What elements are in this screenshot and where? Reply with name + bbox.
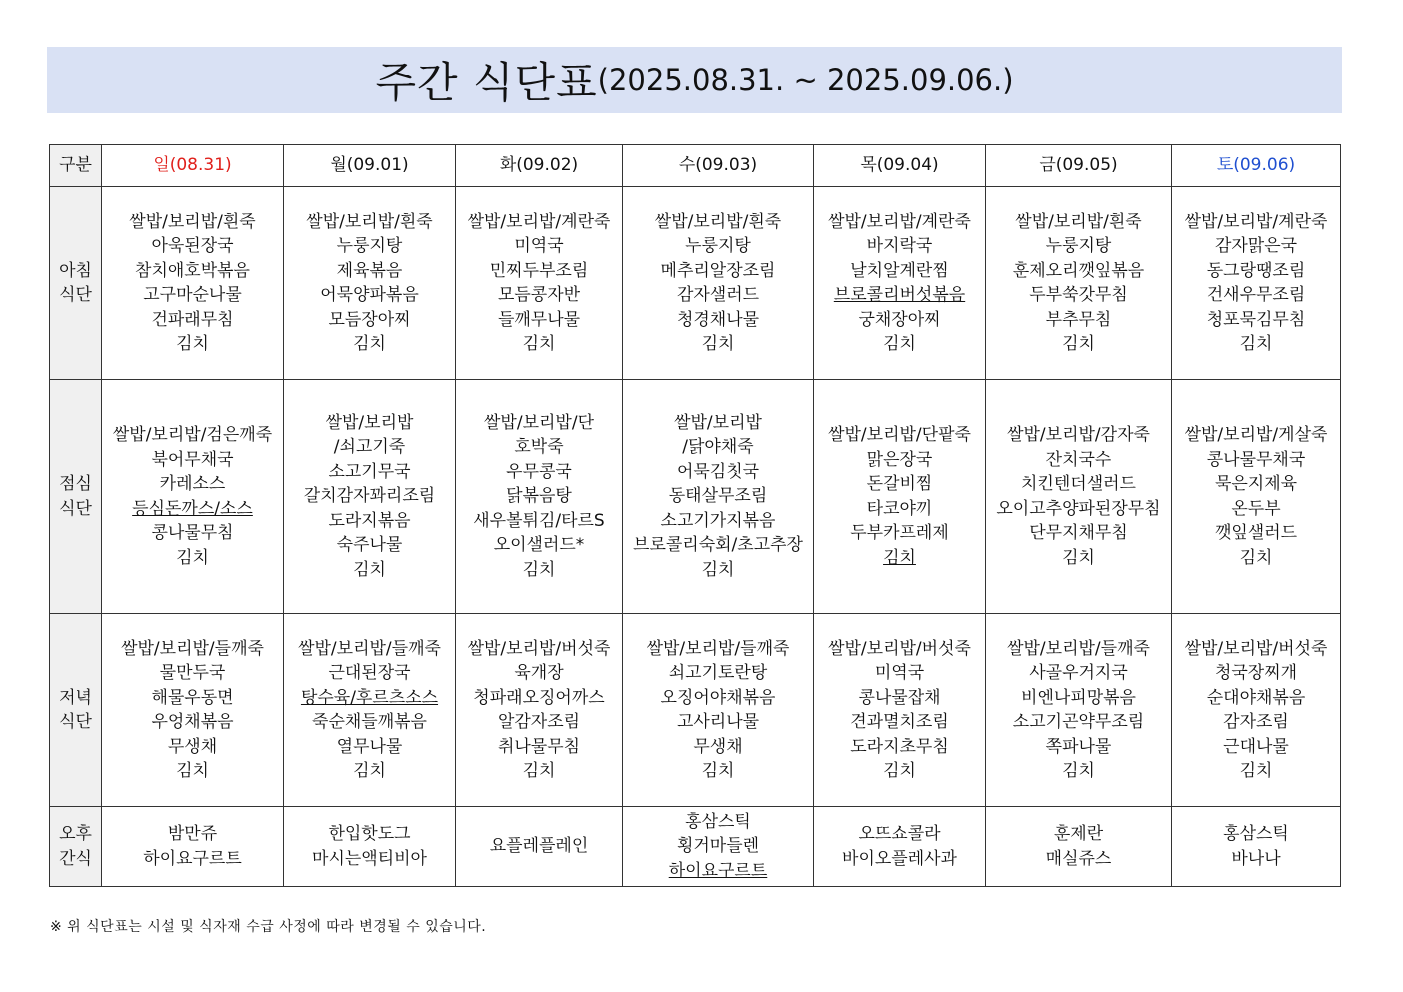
dish-item: 청경채나물 bbox=[676, 309, 760, 330]
dish-item: 횡거마들렌 bbox=[676, 836, 760, 857]
meal-label bbox=[50, 187, 102, 380]
menu-cell bbox=[102, 807, 284, 887]
meal-label-line: 저녁 bbox=[59, 687, 92, 708]
dish-item: 죽순채들깨볶음 bbox=[312, 712, 427, 732]
dish-item: 호박죽 bbox=[514, 437, 564, 458]
dish-item: 바이오플레사과 bbox=[842, 848, 957, 869]
dish-item: 감자맑은국 bbox=[1214, 236, 1298, 256]
menu-cell bbox=[814, 187, 986, 380]
dish-item: 쌀밥/보리밥/흰죽 bbox=[129, 211, 256, 232]
dish-item: 닭볶음탕 bbox=[506, 486, 572, 507]
dish-item: 날치알계란찜 bbox=[850, 260, 949, 281]
dish-item: /쇠고기죽 bbox=[333, 437, 406, 458]
dish-item: 청파래오징어까스 bbox=[473, 687, 605, 708]
menu-cell bbox=[1172, 807, 1341, 887]
dish-item: 김치 bbox=[176, 547, 209, 568]
dish-item: 동그랑땡조림 bbox=[1206, 260, 1306, 281]
meal-label-line: 간식 bbox=[59, 848, 92, 869]
dish-item: 우엉채볶음 bbox=[151, 712, 234, 732]
dish-item: 청포묵김무침 bbox=[1206, 309, 1306, 330]
dish-item: 감자조림 bbox=[1223, 712, 1289, 732]
dish-item: 북어무채국 bbox=[151, 449, 234, 470]
dish-item: 김치 bbox=[701, 761, 735, 781]
dish-item: 홍삼스틱 bbox=[1223, 824, 1289, 844]
dish-item: 열무나물 bbox=[336, 736, 403, 757]
meal-label-line: 식단 bbox=[59, 285, 92, 305]
menu-cell bbox=[102, 380, 284, 614]
dish-item: 참치애호박볶음 bbox=[135, 260, 250, 281]
dish-item: 김치 bbox=[1239, 334, 1273, 354]
dish-item: 쪽파나물 bbox=[1045, 736, 1112, 757]
menu-cell bbox=[284, 614, 456, 807]
dish-item: 도라지초무침 bbox=[850, 736, 949, 757]
menu-cell bbox=[284, 187, 456, 380]
dish-item: /닭야채죽 bbox=[682, 437, 754, 458]
dish-item: 미역국 bbox=[514, 236, 564, 256]
dish-item: 제육볶음 bbox=[336, 260, 403, 281]
header-day-mon: 월(09.01) bbox=[284, 145, 456, 187]
dish-item: 우무콩국 bbox=[506, 461, 572, 482]
dish-item: 소고기가지볶음 bbox=[660, 510, 776, 531]
menu-cell bbox=[986, 614, 1172, 807]
dish-item: 등심돈까스/소스 bbox=[132, 498, 253, 519]
header-day-fri: 금(09.05) bbox=[986, 145, 1172, 187]
dish-item: 무생채 bbox=[167, 736, 218, 757]
menu-cell bbox=[986, 380, 1172, 614]
date-range: (2025.08.31. ~ 2025.09.06.) bbox=[597, 63, 1014, 97]
dish-item: 소고기곤약무조림 bbox=[1012, 712, 1145, 732]
dish-item: 건새우무조림 bbox=[1206, 285, 1306, 305]
dish-item: 쌀밥/보리밥/검은깨죽 bbox=[112, 425, 273, 445]
dish-item: 궁채장아찌 bbox=[858, 309, 941, 330]
dish-item: 쌀밥/보리밥/들깨죽 bbox=[298, 638, 441, 659]
meal-label bbox=[50, 807, 102, 887]
dish-item: 김치 bbox=[353, 559, 386, 580]
title-banner bbox=[47, 47, 1342, 113]
header-day-wed: 수(09.03) bbox=[623, 145, 814, 187]
dish-item: 쌀밥/보리밥/계란죽 bbox=[828, 211, 971, 232]
meal-label-line: 오후 bbox=[59, 824, 92, 844]
dish-item: 쌀밥/보리밥/계란죽 bbox=[1184, 211, 1328, 232]
dish-item: 쌀밥/보리밥/들깨죽 bbox=[646, 638, 790, 659]
dish-item: 두부쑥갓무침 bbox=[1029, 285, 1128, 305]
dish-item: 카레소스 bbox=[159, 474, 226, 494]
row-lunch bbox=[50, 380, 1341, 614]
footnote: ※ 위 식단표는 시설 및 식자재 수급 사정에 따라 변경될 수 있습니다. bbox=[50, 919, 487, 935]
dish-item: 아욱된장국 bbox=[151, 236, 234, 256]
menu-cell bbox=[986, 807, 1172, 887]
meal-label-line: 식단 bbox=[59, 712, 92, 732]
dish-item: 돈갈비찜 bbox=[866, 474, 933, 494]
menu-cell bbox=[1172, 187, 1341, 380]
dish-item: 김치 bbox=[1062, 547, 1095, 568]
dish-item: 알감자조림 bbox=[497, 712, 581, 732]
menu-cell bbox=[456, 807, 623, 887]
meal-label-line: 점심 bbox=[59, 474, 92, 494]
dish-item: 깻잎샐러드 bbox=[1214, 523, 1298, 543]
dish-item: 쌀밥/보리밥/감자죽 bbox=[1007, 425, 1150, 445]
dish-item: 온두부 bbox=[1231, 498, 1281, 519]
dish-item: 쌀밥/보리밥/버섯죽 bbox=[828, 638, 971, 659]
dish-item: 김치 bbox=[1239, 547, 1273, 568]
dish-item: 탕수육/후르츠소스 bbox=[300, 687, 439, 708]
dish-item: 쌀밥/보리밥/게살죽 bbox=[1184, 425, 1328, 445]
dish-item: 맑은장국 bbox=[866, 449, 933, 470]
row-breakfast bbox=[50, 187, 1341, 380]
menu-cell bbox=[814, 807, 986, 887]
dish-item: 김치 bbox=[701, 334, 735, 354]
meal-label-line: 식단 bbox=[59, 498, 92, 519]
menu-cell bbox=[102, 614, 284, 807]
meal-label bbox=[50, 614, 102, 807]
menu-cell bbox=[1172, 380, 1341, 614]
menu-cell bbox=[456, 614, 623, 807]
menu-cell bbox=[623, 614, 814, 807]
dish-item: 잔치국수 bbox=[1045, 449, 1112, 470]
header-row bbox=[50, 145, 1341, 187]
meal-label-line: 아침 bbox=[59, 260, 92, 281]
dish-item: 새우볼튀김/타르S bbox=[473, 510, 605, 531]
dish-item: 감자샐러드 bbox=[676, 285, 760, 305]
dish-item: 물만두국 bbox=[159, 663, 226, 683]
dish-item: 바나나 bbox=[1231, 848, 1281, 869]
dish-item: 김치 bbox=[353, 334, 386, 354]
weekly-menu-table bbox=[49, 144, 1341, 887]
dish-item: 훈제란 bbox=[1053, 824, 1104, 844]
dish-item: 김치 bbox=[701, 559, 735, 580]
dish-item: 치킨텐더샐러드 bbox=[1021, 474, 1136, 494]
dish-item: 오징어야채볶음 bbox=[660, 687, 776, 708]
dish-item: 누룽지탕 bbox=[336, 236, 403, 256]
dish-item: 들깨무나물 bbox=[497, 309, 581, 330]
menu-cell bbox=[623, 187, 814, 380]
dish-item: 김치 bbox=[176, 334, 209, 354]
menu-cell bbox=[814, 614, 986, 807]
dish-item: 모듬콩자반 bbox=[497, 285, 581, 305]
menu-cell bbox=[986, 187, 1172, 380]
header-day-tue: 화(09.02) bbox=[456, 145, 623, 187]
dish-item: 무생채 bbox=[693, 736, 743, 757]
dish-item: 브로콜리버섯볶음 bbox=[833, 285, 966, 305]
dish-item: 김치 bbox=[522, 334, 556, 354]
dish-item: 근대나물 bbox=[1223, 736, 1289, 757]
dish-item: 김치 bbox=[353, 761, 386, 781]
dish-item: 바지락국 bbox=[866, 236, 933, 256]
dish-item: 동태살무조림 bbox=[668, 486, 768, 507]
menu-cell bbox=[284, 380, 456, 614]
menu-cell bbox=[102, 187, 284, 380]
dish-item: 콩나물무침 bbox=[151, 523, 234, 543]
header-day-sat: 토(09.06) bbox=[1172, 145, 1341, 187]
dish-item: 갈치감자꽈리조림 bbox=[303, 486, 436, 507]
dish-item: 쌀밥/보리밥/단 bbox=[484, 412, 594, 433]
dish-item: 요플레플레인 bbox=[489, 836, 589, 857]
dish-item: 쇠고기토란탕 bbox=[668, 663, 768, 683]
menu-cell bbox=[623, 380, 814, 614]
page-title: 주간 식단표 bbox=[375, 58, 598, 107]
dish-item: 매실쥬스 bbox=[1045, 848, 1112, 869]
dish-item: 견과멸치조림 bbox=[850, 712, 949, 732]
dish-item: 김치 bbox=[176, 761, 209, 781]
dish-item: 고사리나물 bbox=[676, 712, 760, 732]
dish-item: 하이요구르트 bbox=[143, 848, 242, 869]
dish-item: 쌀밥/보리밥 bbox=[325, 412, 414, 433]
dish-item: 쌀밥/보리밥 bbox=[674, 412, 762, 433]
dish-item: 누룽지탕 bbox=[685, 236, 751, 256]
dish-item: 모듬장아찌 bbox=[328, 309, 411, 330]
dish-item: 부추무침 bbox=[1045, 309, 1112, 330]
dish-item: 홍삼스틱 bbox=[685, 811, 751, 832]
dish-item: 어묵양파볶음 bbox=[320, 285, 419, 305]
dish-item: 묵은지제육 bbox=[1214, 474, 1298, 494]
menu-cell bbox=[623, 807, 814, 887]
dish-item: 쌀밥/보리밥/단팥죽 bbox=[828, 425, 971, 445]
dish-item: 미역국 bbox=[874, 663, 925, 683]
dish-item: 김치 bbox=[883, 334, 916, 354]
dish-item: 훈제오리깻잎볶음 bbox=[1012, 260, 1145, 281]
dish-item: 민찌두부조림 bbox=[489, 260, 589, 281]
dish-item: 김치 bbox=[883, 761, 916, 781]
dish-item: 숙주나물 bbox=[336, 535, 403, 556]
dish-item: 고구마순나물 bbox=[143, 285, 242, 305]
dish-item: 청국장찌개 bbox=[1214, 663, 1298, 683]
dish-item: 사골우거지국 bbox=[1029, 663, 1128, 683]
header-category: 구분 bbox=[50, 145, 102, 187]
dish-item: 쌀밥/보리밥/들깨죽 bbox=[1007, 638, 1150, 659]
dish-item: 두부카프레제 bbox=[850, 523, 949, 543]
row-dinner bbox=[50, 614, 1341, 807]
dish-item: 누룽지탕 bbox=[1045, 236, 1112, 256]
dish-item: 마시는액티비아 bbox=[312, 848, 427, 869]
dish-item: 쌀밥/보리밥/버섯죽 bbox=[1184, 638, 1328, 659]
dish-item: 쌀밥/보리밥/흰죽 bbox=[654, 211, 782, 232]
dish-item: 메추리알장조림 bbox=[660, 260, 776, 281]
meal-label bbox=[50, 380, 102, 614]
dish-item: 김치 bbox=[1062, 334, 1095, 354]
dish-item: 콩나물무채국 bbox=[1206, 449, 1306, 470]
dish-item: 도라지볶음 bbox=[328, 510, 411, 531]
header-day-thu: 목(09.04) bbox=[814, 145, 986, 187]
menu-cell bbox=[456, 187, 623, 380]
dish-item: 오이고추양파된장무침 bbox=[996, 498, 1161, 519]
dish-item: 비엔나피망볶음 bbox=[1021, 687, 1136, 708]
dish-item: 쌀밥/보리밥/흰죽 bbox=[306, 211, 433, 232]
dish-item: 하이요구르트 bbox=[668, 860, 768, 881]
dish-item: 김치 bbox=[522, 559, 556, 580]
dish-item: 타코야끼 bbox=[866, 498, 933, 519]
menu-cell bbox=[814, 380, 986, 614]
dish-item: 해물우동면 bbox=[151, 687, 234, 708]
dish-item: 취나물무침 bbox=[497, 736, 581, 757]
dish-item: 어묵김칫국 bbox=[676, 461, 760, 482]
dish-item: 브로콜리숙회/초고추장 bbox=[633, 535, 803, 556]
dish-item: 밤만쥬 bbox=[167, 824, 218, 844]
header-day-sun: 일(08.31) bbox=[102, 145, 284, 187]
dish-item: 육개장 bbox=[514, 663, 564, 683]
dish-item: 김치 bbox=[883, 547, 916, 568]
dish-item: 쌀밥/보리밥/버섯죽 bbox=[467, 638, 611, 659]
dish-item: 근대된장국 bbox=[328, 663, 411, 683]
dish-item: 단무지채무침 bbox=[1029, 523, 1128, 543]
row-snack bbox=[50, 807, 1341, 887]
dish-item: 쌀밥/보리밥/들깨죽 bbox=[121, 638, 264, 659]
menu-cell bbox=[456, 380, 623, 614]
dish-item: 오뜨쇼콜라 bbox=[858, 824, 941, 844]
menu-cell bbox=[1172, 614, 1341, 807]
dish-item: 콩나물잡채 bbox=[858, 687, 941, 708]
dish-item: 김치 bbox=[522, 761, 556, 781]
dish-item: 김치 bbox=[1062, 761, 1095, 781]
dish-item: 건파래무침 bbox=[151, 309, 234, 330]
menu-cell bbox=[284, 807, 456, 887]
dish-item: 쌀밥/보리밥/흰죽 bbox=[1015, 211, 1142, 232]
dish-item: 소고기무국 bbox=[328, 461, 411, 482]
dish-item: 한입핫도그 bbox=[328, 824, 411, 844]
dish-item: 순대야채볶음 bbox=[1206, 687, 1306, 708]
dish-item: 오이샐러드* bbox=[493, 535, 585, 556]
dish-item: 쌀밥/보리밥/계란죽 bbox=[467, 211, 611, 232]
dish-item: 김치 bbox=[1239, 761, 1273, 781]
